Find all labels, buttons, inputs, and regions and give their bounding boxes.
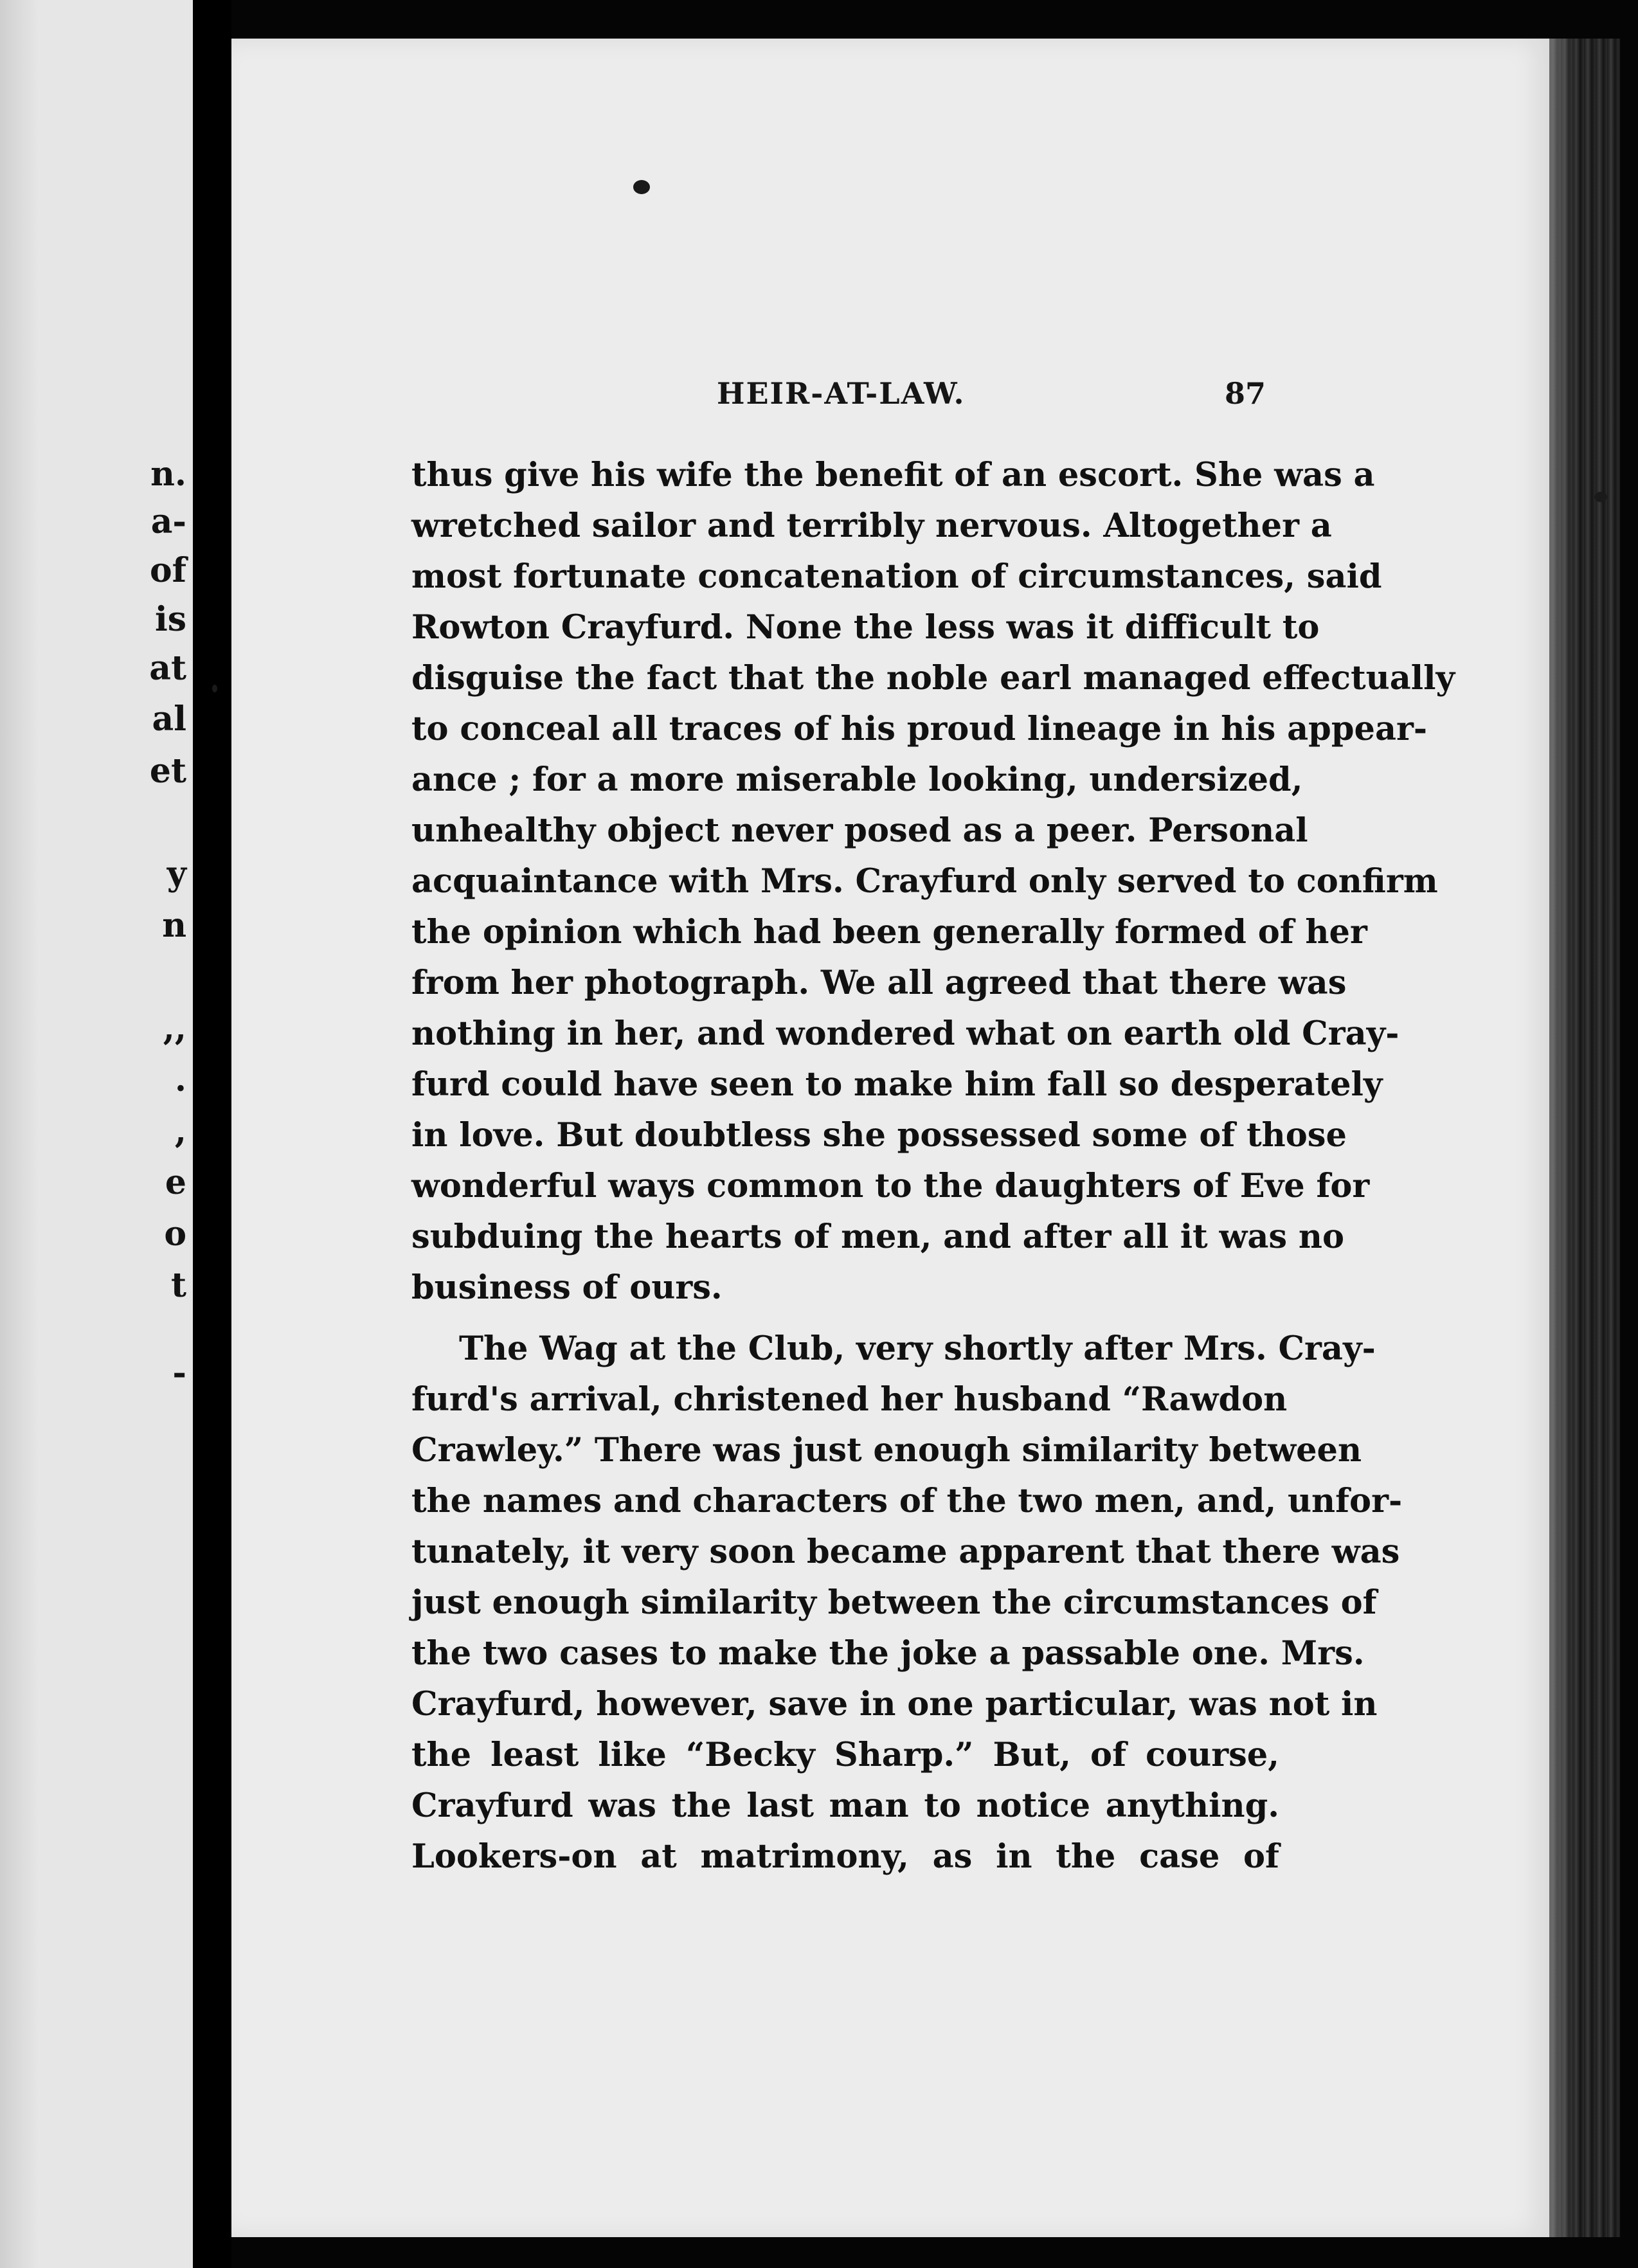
text-line: wonderful ways common to the daughters of Eve for (411, 1167, 1370, 1205)
previous-page-edge (0, 0, 39, 2268)
left-margin-fragment: - (172, 1353, 186, 1392)
ink-speck (212, 685, 217, 692)
text-line: acquaintance with Mrs. Crayfurd only served to confirm (411, 862, 1438, 901)
text-line: Crawley.” There was just enough similarity between (411, 1431, 1362, 1470)
left-margin-fragment: is (154, 600, 186, 639)
text-line: ance ; for a more miserable looking, undersized, (411, 760, 1303, 799)
left-margin-fragment: at (149, 649, 186, 688)
text-line: the least like “Becky Sharp.” But, of course, (411, 1736, 1279, 1774)
previous-page-fragment (0, 0, 193, 2268)
left-margin-fragment: . (174, 1060, 186, 1099)
text-line: to conceal all traces of his proud lineage in his appear- (411, 710, 1428, 748)
text-line: the opinion which had been generally formed of her (411, 913, 1367, 951)
page-edge-shadow (1549, 39, 1575, 2237)
text-line: Crayfurd was the last man to notice anything. (411, 1787, 1279, 1825)
left-margin-fragment: et (149, 752, 186, 791)
page-number: 87 (1225, 376, 1266, 411)
text-line: from her photograph. We all agreed that there was (411, 964, 1347, 1002)
ink-speck (1594, 492, 1607, 502)
binding-gutter (193, 0, 231, 2268)
text-line: Lookers-on at matrimony, as in the case of (411, 1837, 1279, 1876)
left-margin-fragment: n. (150, 455, 186, 494)
text-line: unhealthy object never posed as a peer. Personal (411, 811, 1308, 850)
text-line: Rowton Crayfurd. None the less was it difficult to (411, 608, 1320, 647)
body-text (411, 450, 1455, 1882)
text-line: most fortunate concatenation of circumstances, said (411, 557, 1382, 596)
text-line: tunately, it very soon became apparent that there was (411, 1533, 1400, 1571)
left-margin-fragment: ,, (163, 1009, 186, 1048)
text-line: the two cases to make the joke a passable one. Mrs. (411, 1634, 1365, 1673)
paragraph-gap (411, 1313, 1279, 1324)
text-line: thus give his wife the benefit of an escort. She was a (411, 456, 1375, 494)
text-line: subduing the hearts of men, and after all it was no (411, 1218, 1344, 1256)
left-margin-fragment: a- (150, 502, 186, 541)
paragraph-2 (411, 1324, 1403, 1882)
left-margin-fragment: o (164, 1214, 186, 1254)
text-line: nothing in her, and wondered what on earth old Cray- (411, 1014, 1400, 1053)
text-line: the names and characters of the two men, and, unfor- (411, 1482, 1403, 1520)
text-line: The Wag at the Club, very shortly after Mrs. Cray- (459, 1329, 1376, 1368)
text-line: in love. But doubtless she possessed some of those (411, 1116, 1347, 1155)
text-line: furd's arrival, christened her husband “Rawdon (411, 1380, 1288, 1419)
text-line: just enough similarity between the circumstances of (411, 1583, 1377, 1622)
left-margin-fragment: n (162, 906, 186, 945)
left-margin-fragment: e (165, 1163, 186, 1202)
left-margin-fragment: of (149, 551, 186, 590)
left-margin-fragment: , (174, 1112, 186, 1151)
text-line: Crayfurd, however, save in one particular, was not in (411, 1685, 1378, 1724)
text-line: business of ours. (411, 1268, 723, 1307)
left-margin-fragment: t (170, 1266, 186, 1305)
left-margin-fragment: y (166, 854, 186, 894)
running-header-title: HEIR-AT-LAW. (717, 376, 966, 411)
paragraph-1 (411, 450, 1455, 1313)
text-line: disguise the fact that the noble earl managed effectually (411, 659, 1455, 698)
text-line: wretched sailor and terribly nervous. Altogether a (411, 507, 1332, 545)
left-margin-fragment: al (152, 699, 186, 739)
text-line: furd could have seen to make him fall so desperately (411, 1065, 1383, 1104)
ink-speck (633, 180, 650, 194)
